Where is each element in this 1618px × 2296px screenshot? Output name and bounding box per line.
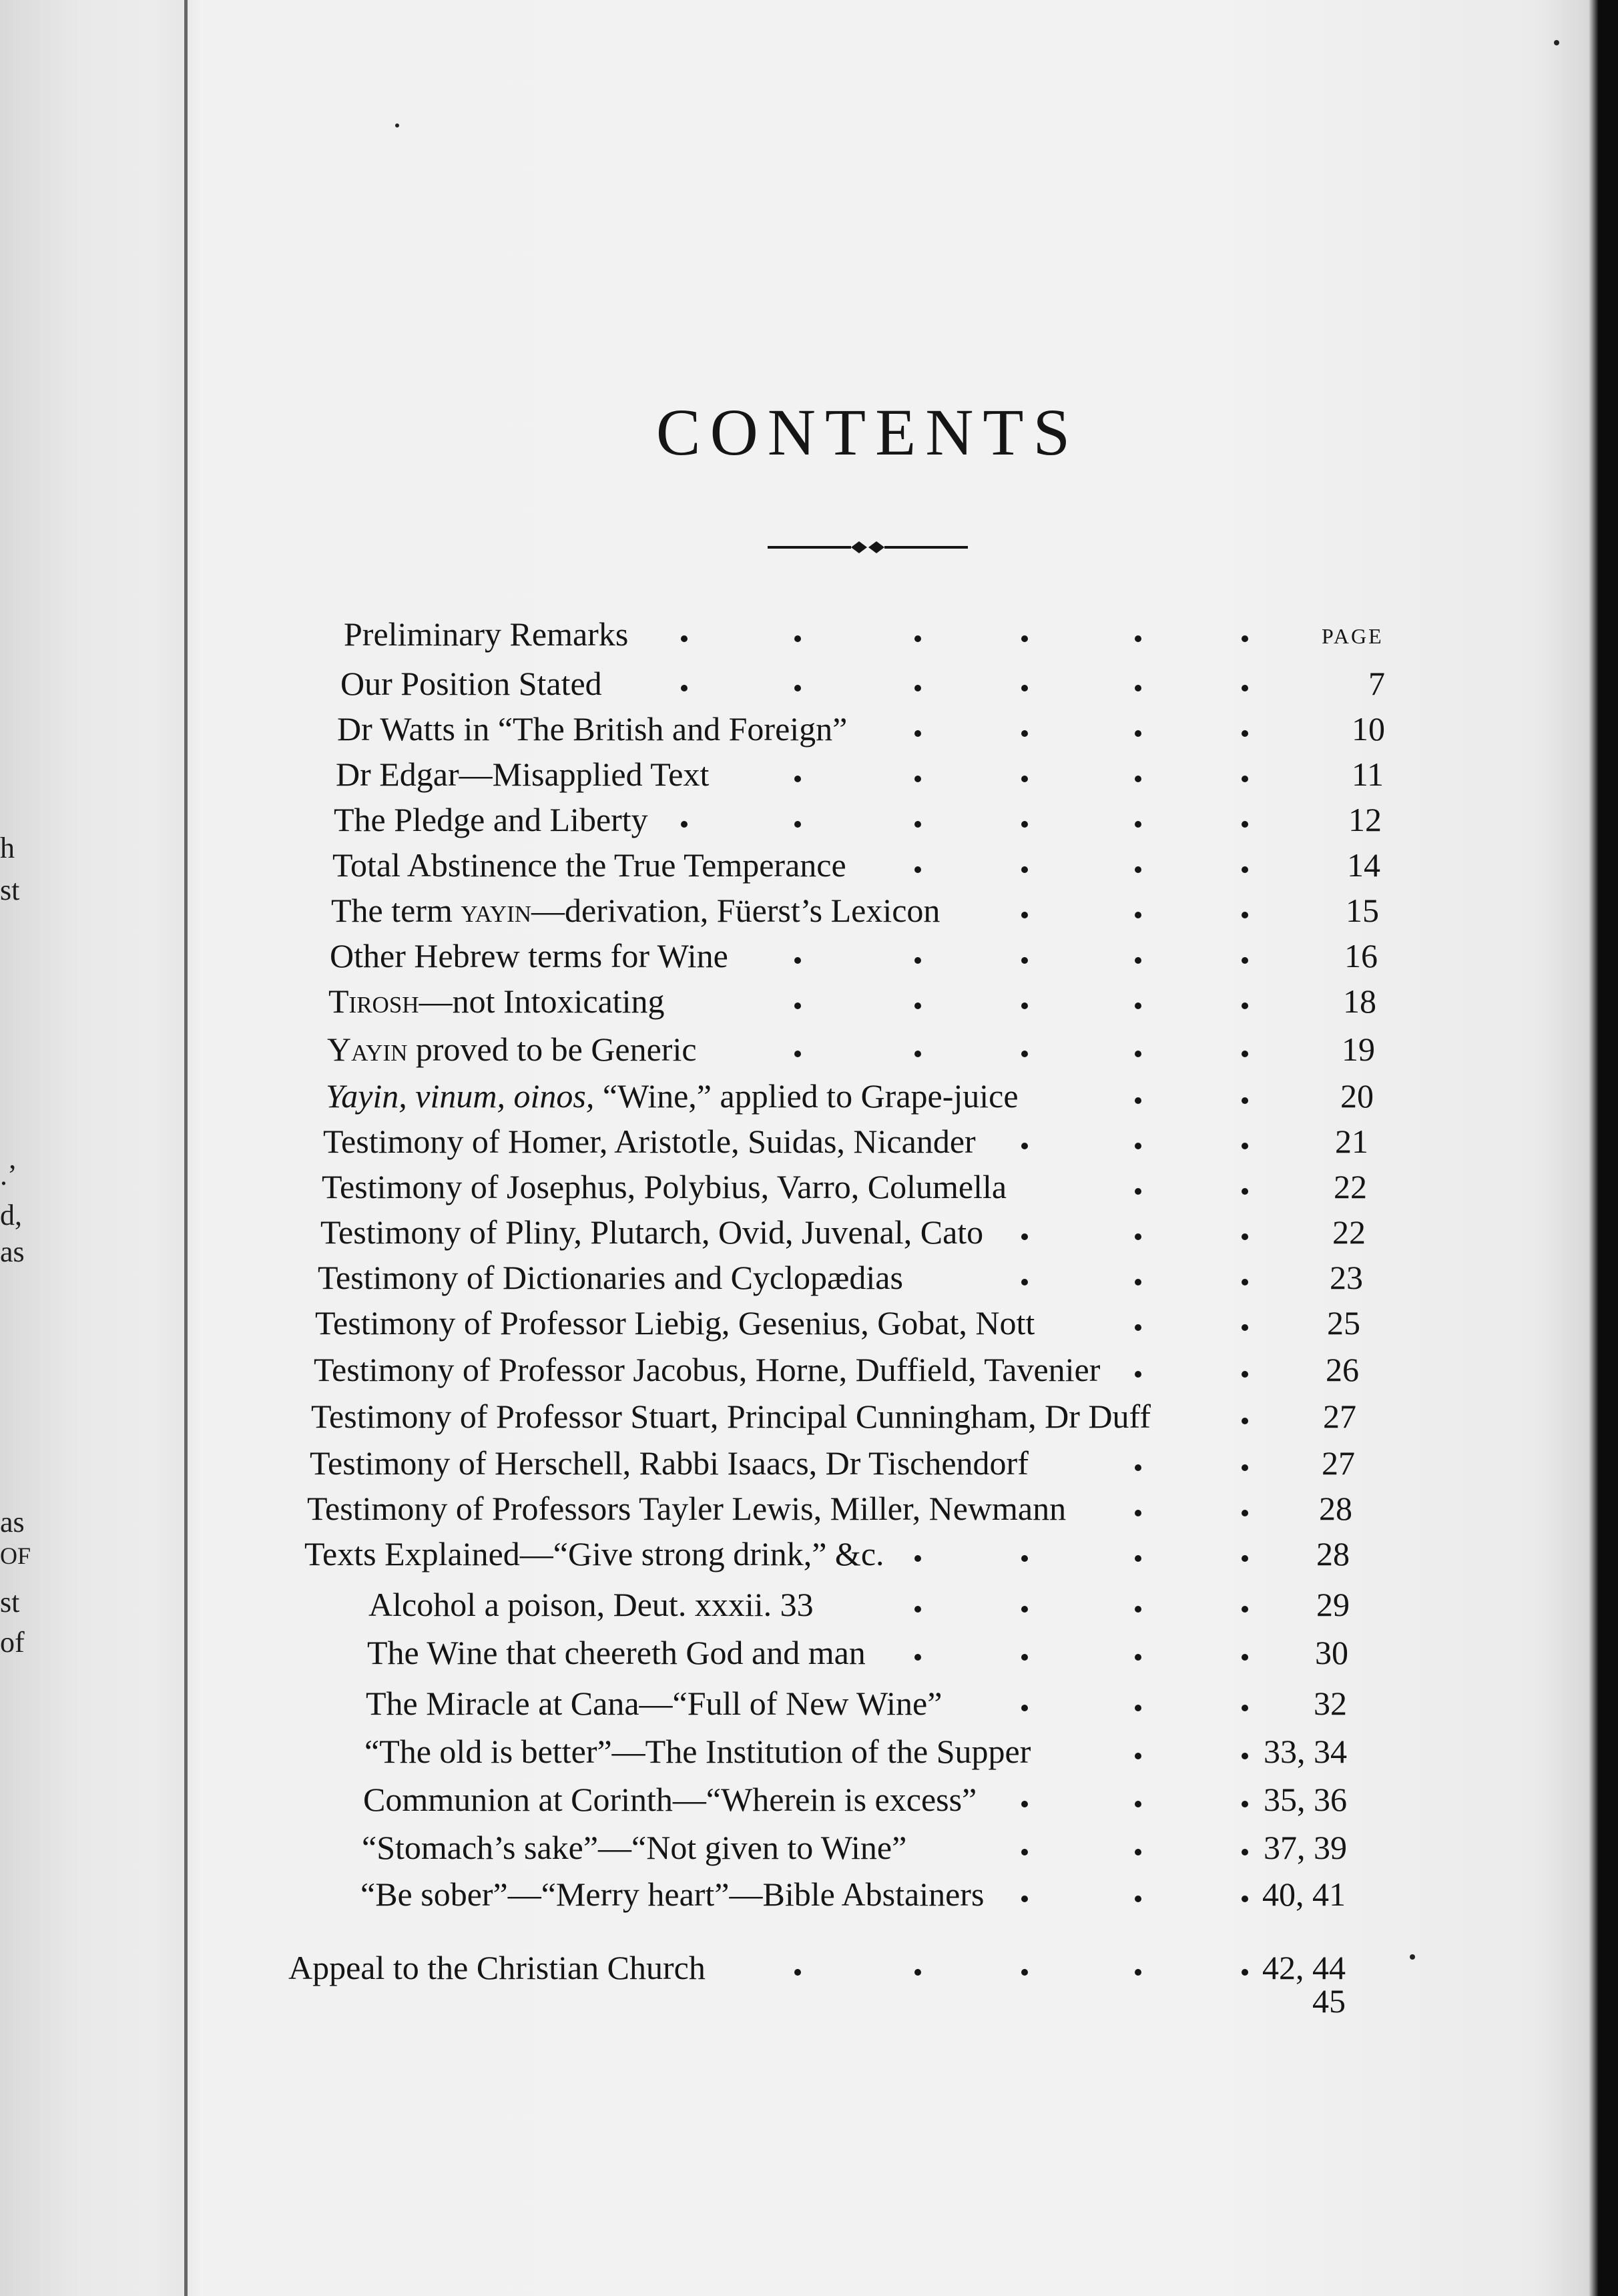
toc-entry-title: Total Abstinence the True Temperance (332, 846, 846, 884)
leader-dot (1242, 1555, 1248, 1562)
toc-entry-page: 28 (1319, 1490, 1352, 1527)
leader-dot (794, 1002, 801, 1009)
leader-dot (1021, 1233, 1028, 1240)
leader-dot (1021, 635, 1028, 642)
leader-dot (1242, 1097, 1248, 1104)
toc-entry-title: “The old is better”—The Institution of the Supper (364, 1733, 1031, 1770)
toc-entry-page: 45 (1312, 1982, 1346, 2020)
leader-dot (1242, 1801, 1248, 1807)
toc-entry-title: Testimony of Professor Liebig, Gesenius, Gobat, Nott (315, 1304, 1035, 1342)
leader-dot (1242, 1188, 1248, 1195)
page-title: CONTENTS (655, 395, 1080, 469)
toc-entry-page: 21 (1335, 1123, 1368, 1160)
leader-dot (681, 635, 688, 642)
leader-dot (1135, 1233, 1141, 1240)
leader-dot (1242, 957, 1248, 964)
leader-dot (794, 957, 801, 964)
toc-entry-page: 7 (1368, 665, 1385, 702)
leader-dot (1021, 821, 1028, 828)
leader-dot (1135, 1849, 1141, 1855)
toc-entry-page: 33, 34 (1264, 1733, 1347, 1770)
scan-speck (1554, 40, 1559, 45)
toc-entry-page: 19 (1342, 1031, 1375, 1068)
leader-dot (1242, 1324, 1248, 1331)
leader-dot (1135, 1279, 1141, 1285)
facing-page-fragment: OF (0, 1542, 31, 1569)
leader-dot (1135, 1324, 1141, 1331)
leader-dot (914, 1606, 921, 1613)
leader-dot (914, 1555, 921, 1562)
toc-entry-page: 11 (1351, 756, 1384, 793)
leader-dot (1021, 1969, 1028, 1976)
leader-dot (1021, 1002, 1028, 1009)
facing-page-fragment: as (0, 1506, 25, 1538)
leader-dot (1242, 1279, 1248, 1285)
toc-entry-page: 32 (1314, 1685, 1347, 1722)
leader-dot (1135, 1188, 1141, 1195)
toc-entry-title: Preliminary Remarks (344, 615, 629, 653)
toc-entry-title: Yayin proved to be Generic (327, 1031, 697, 1068)
page-column-header: PAGE (1322, 624, 1384, 648)
leader-dot (914, 685, 921, 691)
leader-dot (1135, 776, 1141, 782)
leader-dot (1135, 1705, 1141, 1711)
leader-dot (1021, 1051, 1028, 1057)
leader-dot (914, 776, 921, 782)
leader-dot (1135, 1143, 1141, 1149)
toc-entry-page: 14 (1347, 846, 1380, 884)
leader-dot (914, 866, 921, 873)
leader-dot (1135, 1555, 1141, 1562)
toc-entry-page: 29 (1316, 1586, 1350, 1623)
leader-dot (914, 957, 921, 964)
leader-dot (1021, 1849, 1028, 1855)
leader-dot (1021, 1654, 1028, 1661)
leader-dot (1135, 1654, 1141, 1661)
toc-entry-page: 26 (1326, 1351, 1359, 1388)
leader-dot (1242, 730, 1248, 737)
facing-page-fragment: st (0, 874, 20, 906)
leader-dot (1021, 776, 1028, 782)
leader-dot (794, 776, 801, 782)
leader-dot (681, 685, 688, 691)
leader-dot (914, 1051, 921, 1057)
leader-dot (1135, 821, 1141, 828)
toc-entry-page: 22 (1334, 1168, 1367, 1205)
toc-entry-page: 18 (1343, 982, 1376, 1020)
leader-dot (1135, 730, 1141, 737)
leader-dot (1021, 730, 1028, 737)
toc-entry-page: 25 (1327, 1304, 1360, 1342)
toc-entry-title: Dr Watts in “The British and Foreign” (337, 710, 848, 748)
leader-dot (914, 1969, 921, 1976)
toc-entry-page: 16 (1344, 937, 1378, 974)
leader-dot (1021, 1143, 1028, 1149)
facing-page-fragment: h (0, 832, 15, 864)
leader-dot (914, 730, 921, 737)
leader-dot (1135, 1051, 1141, 1057)
leader-dot (1242, 1002, 1248, 1009)
toc-entry-title: Testimony of Dictionaries and Cyclopædias (318, 1259, 903, 1296)
toc-entry-title: The term yayin—derivation, Füerst’s Lexicon (331, 892, 940, 929)
leader-dot (1021, 1606, 1028, 1613)
leader-dot (1242, 776, 1248, 782)
leader-dot (1021, 1555, 1028, 1562)
leader-dot (1242, 1418, 1248, 1424)
toc-entry-page: 27 (1323, 1398, 1356, 1435)
leader-dot (1135, 1801, 1141, 1807)
leader-dot (794, 821, 801, 828)
leader-dot (914, 635, 921, 642)
toc-entry-page: 10 (1352, 710, 1385, 748)
leader-dot (914, 1002, 921, 1009)
toc-entry-page: 23 (1330, 1259, 1363, 1296)
leader-dot (681, 821, 688, 828)
leader-dot (794, 685, 801, 691)
leader-dot (1242, 912, 1248, 918)
leader-dot (1242, 1143, 1248, 1149)
leader-dot (1135, 957, 1141, 964)
leader-dot (1135, 1371, 1141, 1378)
leader-dot (1242, 1753, 1248, 1759)
toc-entry-title: The Wine that cheereth God and man (367, 1634, 866, 1671)
facing-page-fragment: .’ (0, 1159, 17, 1191)
toc-entry-page: 40, 41 (1262, 1876, 1346, 1913)
toc-entry-title: Testimony of Homer, Aristotle, Suidas, Nicander (323, 1123, 976, 1160)
leader-dot (1021, 1896, 1028, 1902)
leader-dot (1135, 1753, 1141, 1759)
toc-entry-title: Testimony of Herschell, Rabbi Isaacs, Dr Tischendorf (310, 1444, 1029, 1482)
leader-dot (1135, 1896, 1141, 1902)
toc-entry-page: 30 (1315, 1634, 1348, 1671)
leader-dot (1242, 1606, 1248, 1613)
leader-dot (1242, 1051, 1248, 1057)
toc-entry-page: 42, 44 (1262, 1949, 1346, 1986)
facing-page-fragment: of (0, 1626, 25, 1659)
leader-dot (794, 1051, 801, 1057)
leader-dot (1242, 1233, 1248, 1240)
leader-dot (1242, 1849, 1248, 1855)
leader-dot (1135, 866, 1141, 873)
leader-dot (1135, 912, 1141, 918)
leader-dot (1135, 635, 1141, 642)
toc-entry-page: 12 (1348, 801, 1382, 838)
leader-dot (1021, 1801, 1028, 1807)
toc-entry-title: Testimony of Professor Jacobus, Horne, Duffield, Tavenier (314, 1351, 1101, 1388)
leader-dot (1242, 1896, 1248, 1902)
toc-entry-title: Appeal to the Christian Church (288, 1949, 706, 1986)
facing-page-fragment: as (0, 1235, 25, 1268)
scan-speck (395, 123, 399, 127)
toc-entry-title: Other Hebrew terms for Wine (330, 937, 728, 974)
leader-dot (1021, 866, 1028, 873)
leader-dot (1021, 1279, 1028, 1285)
toc-entry-title: Texts Explained—“Give strong drink,” &c. (304, 1535, 884, 1572)
leader-dot (914, 821, 921, 828)
leader-dot (1242, 1510, 1248, 1516)
leader-dot (1135, 1510, 1141, 1516)
toc-entry-title: Testimony of Josephus, Polybius, Varro, Columella (322, 1168, 1007, 1205)
leader-dot (1135, 685, 1141, 691)
toc-entry-page: 28 (1316, 1535, 1350, 1572)
toc-entry-title: Tirosh—not Intoxicating (328, 982, 665, 1020)
leader-dot (794, 635, 801, 642)
leader-dot (1242, 1969, 1248, 1976)
toc-entry-title: Testimony of Professor Stuart, Principal Cunningham, Dr Duff (311, 1398, 1151, 1435)
leader-dot (1242, 1654, 1248, 1661)
facing-page-fragment: d, (0, 1199, 22, 1231)
toc-entry-title: Testimony of Pliny, Plutarch, Ovid, Juvenal, Cato (320, 1213, 984, 1251)
toc-entry-page: 37, 39 (1264, 1829, 1347, 1866)
leader-dot (1242, 685, 1248, 691)
leader-dot (1021, 957, 1028, 964)
leader-dot (1242, 866, 1248, 873)
leader-dot (1242, 1464, 1248, 1471)
toc-entry-title: “Be sober”—“Merry heart”—Bible Abstainers (360, 1876, 985, 1913)
toc-entry-title: Our Position Stated (340, 665, 602, 702)
toc-entry-title: The Miracle at Cana—“Full of New Wine” (366, 1685, 942, 1722)
toc-entry-title: Communion at Corinth—“Wherein is excess” (363, 1781, 977, 1818)
leader-dot (1021, 1705, 1028, 1711)
leader-dot (1242, 635, 1248, 642)
leader-dot (1135, 1969, 1141, 1976)
leader-dot (914, 1654, 921, 1661)
leader-dot (1135, 1097, 1141, 1104)
toc-entry-title: Yayin, vinum, oinos, “Wine,” applied to Grape-juice (326, 1077, 1019, 1115)
toc-entry-title: Dr Edgar—Misapplied Text (336, 756, 710, 793)
toc-entry-page: 22 (1332, 1213, 1366, 1251)
leader-dot (1021, 685, 1028, 691)
toc-entry-title: Alcohol a poison, Deut. xxxii. 33 (368, 1586, 814, 1623)
toc-entry-page: 35, 36 (1264, 1781, 1347, 1818)
toc-entry-title: The Pledge and Liberty (334, 801, 648, 838)
toc-entry-title: Testimony of Professors Tayler Lewis, Miller, Newmann (307, 1490, 1067, 1527)
toc-entry-page: 27 (1322, 1444, 1355, 1482)
leader-dot (1135, 1002, 1141, 1009)
leader-dot (1242, 821, 1248, 828)
facing-page-fragment: st (0, 1586, 20, 1619)
leader-dot (1021, 912, 1028, 918)
toc-entry-page: 20 (1340, 1077, 1374, 1115)
leader-dot (1242, 1371, 1248, 1378)
scan-speck (1410, 1954, 1415, 1960)
toc-entry-title: “Stomach’s sake”—“Not given to Wine” (362, 1829, 907, 1866)
leader-dot (794, 1969, 801, 1976)
leader-dot (1135, 1606, 1141, 1613)
toc-entry-page: 15 (1346, 892, 1379, 929)
leader-dot (1242, 1705, 1248, 1711)
leader-dot (1135, 1464, 1141, 1471)
